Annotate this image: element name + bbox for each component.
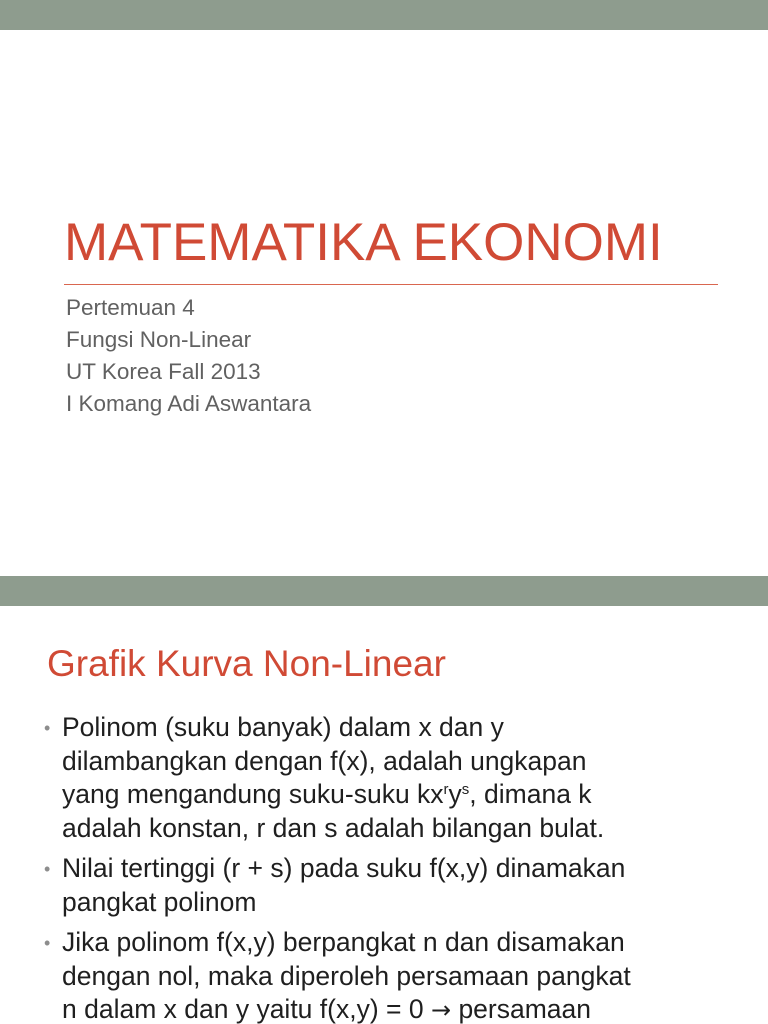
bullet-item: [0, 852, 768, 919]
bullet-item: [0, 711, 768, 845]
bullet-line: dilambangkan dengan f(x), adalah ungkapan: [62, 745, 587, 776]
slide-top-band: [0, 0, 768, 30]
bullet-line: Polinom (suku banyak) dalam x dan y: [62, 712, 504, 742]
content-slide-title: Grafik Kurva Non-Linear: [47, 643, 446, 684]
text-run: , dimana k: [469, 779, 592, 809]
slide-title: MATEMATIKA EKONOMI: [64, 213, 663, 272]
bullet-line: pangkat polinom: [62, 886, 257, 917]
text-run: yang mengandung suku-suku kx: [62, 779, 444, 809]
subtitle-line: I Komang Adi Aswantara: [66, 391, 312, 416]
bullet-line: adalah konstan, r dan s adalah bilangan bulat.: [62, 812, 605, 843]
superscript-s: s: [461, 781, 470, 798]
bullet-item: [0, 926, 768, 1024]
slide-top-band: [0, 576, 768, 606]
bullet-line: [62, 778, 768, 812]
bullet-marker: •: [44, 718, 51, 738]
text-run: n dalam x dan y yaitu f(x,y) = 0: [62, 994, 431, 1024]
subtitle-line: Pertemuan 4: [66, 295, 195, 320]
bullet-line: Jika polinom f(x,y) berpangkat n dan disamakan: [62, 927, 625, 957]
superscript-r: r: [443, 781, 449, 798]
bullet-list: [0, 711, 768, 1024]
title-underline: [64, 284, 718, 285]
subtitle-line: Fungsi Non-Linear: [66, 327, 252, 352]
subtitle-block: [66, 292, 311, 420]
text-run: y: [448, 779, 462, 809]
bullet-marker: •: [44, 859, 51, 879]
bullet-marker: •: [44, 933, 51, 953]
subtitle-line: UT Korea Fall 2013: [66, 359, 261, 384]
bullet-line: dengan nol, maka diperoleh persamaan pangkat: [62, 960, 631, 991]
bullet-line: [62, 993, 768, 1024]
text-run: persamaan: [451, 994, 592, 1024]
bullet-line: Nilai tertinggi (r + s) pada suku f(x,y) dinamakan: [62, 853, 626, 883]
right-arrow-icon: →: [430, 996, 452, 1024]
